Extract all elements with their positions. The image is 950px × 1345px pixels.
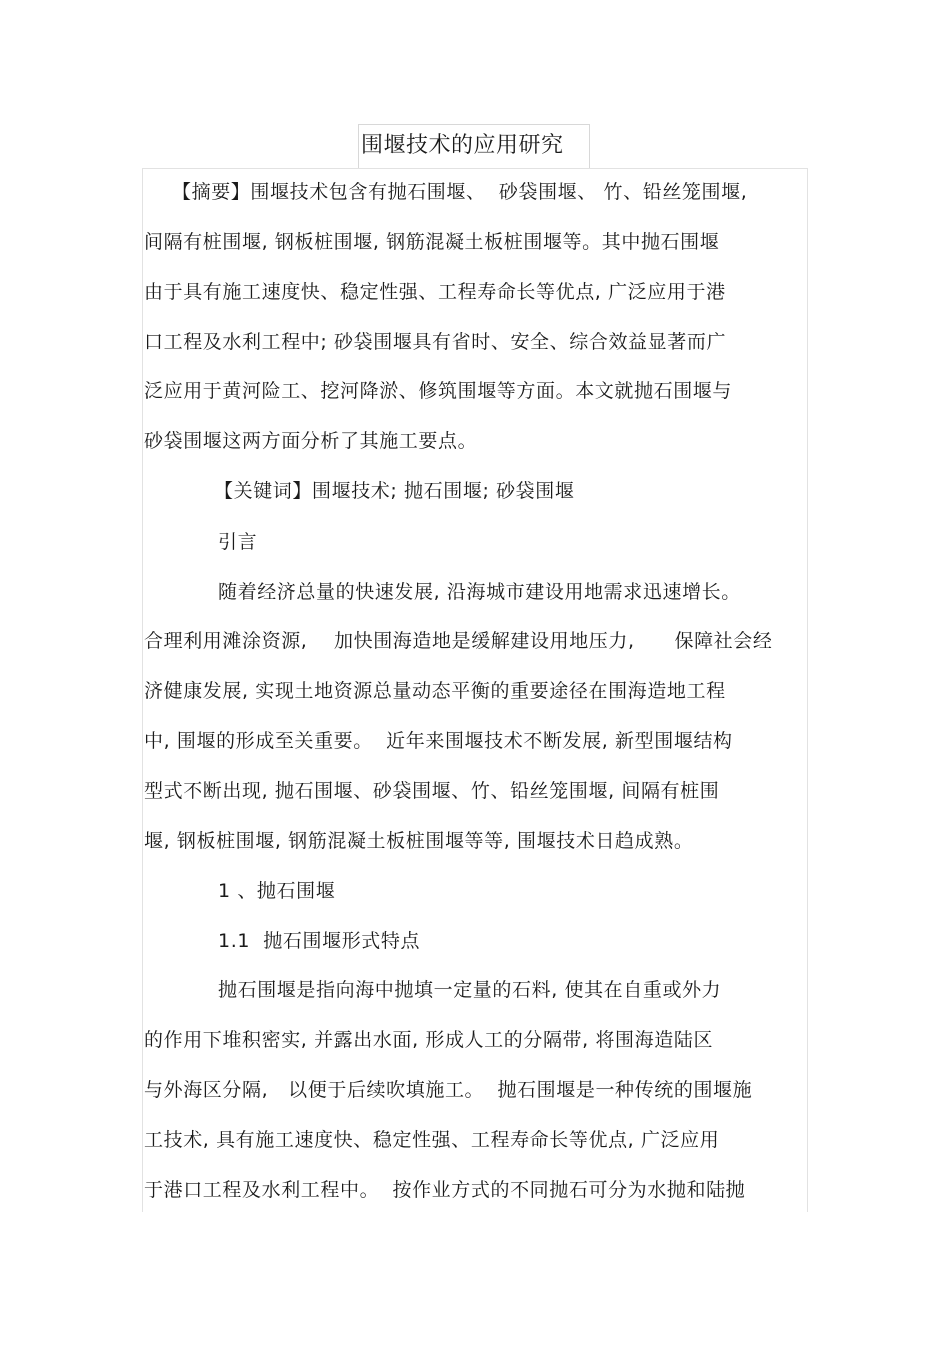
body-line: 的作用下堆积密实, 并露出水面, 形成人工的分隔带, 将围海造陆区 bbox=[144, 1029, 714, 1051]
subsection-heading: 1.1 抛石围堰形式特点 bbox=[218, 930, 421, 952]
intro-line: 堰, 钢板桩围堰, 钢筋混凝土板桩围堰等等, 围堰技术日趋成熟。 bbox=[144, 830, 694, 852]
document-title: 围堰技术的应用研究 bbox=[361, 133, 564, 158]
abstract-line: 【摘要】围堰技术包含有抛石围堰、 砂袋围堰、 竹、铅丝笼围堰, bbox=[172, 181, 748, 203]
body-line: 抛石围堰是指向海中抛填一定量的石料, 使其在自重或外力 bbox=[218, 979, 722, 1001]
intro-line: 济健康发展, 实现土地资源总量动态平衡的重要途径在围海造地工程 bbox=[144, 680, 726, 702]
abstract-line: 口工程及水利工程中; 砂袋围堰具有省时、安全、综合效益显著而广 bbox=[144, 331, 727, 353]
keywords-line: 【关键词】围堰技术; 抛石围堰; 砂袋围堰 bbox=[214, 480, 575, 502]
body-line: 工技术, 具有施工速度快、稳定性强、工程寿命长等优点, 广泛应用 bbox=[144, 1129, 720, 1151]
body-line: 于港口工程及水利工程中。 按作业方式的不同抛石可分为水抛和陆抛 bbox=[144, 1179, 746, 1201]
abstract-line: 砂袋围堰这两方面分析了其施工要点。 bbox=[144, 430, 478, 452]
abstract-line: 间隔有桩围堰, 钢板桩围堰, 钢筋混凝土板桩围堰等。其中抛石围堰 bbox=[144, 231, 720, 253]
intro-line: 中, 围堰的形成至关重要。 近年来围堰技术不断发展, 新型围堰结构 bbox=[144, 730, 733, 752]
abstract-line: 由于具有施工速度快、稳定性强、工程寿命长等优点, 广泛应用于港 bbox=[144, 281, 726, 303]
body-line: 与外海区分隔, 以便于后续吹填施工。 抛石围堰是一种传统的围堰施 bbox=[144, 1079, 753, 1101]
section-heading: 1 、抛石围堰 bbox=[218, 880, 336, 902]
intro-heading: 引言 bbox=[218, 531, 258, 553]
intro-line: 随着经济总量的快速发展, 沿海城市建设用地需求迅速增长。 bbox=[218, 581, 741, 603]
intro-line: 合理利用滩涂资源, 加快围海造地是缓解建设用地压力, 保障社会经 bbox=[144, 630, 773, 652]
abstract-line: 泛应用于黄河险工、挖河降淤、修筑围堰等方面。本文就抛石围堰与 bbox=[144, 380, 733, 402]
intro-line: 型式不断出现, 抛石围堰、砂袋围堰、竹、铅丝笼围堰, 间隔有桩围 bbox=[144, 780, 720, 802]
